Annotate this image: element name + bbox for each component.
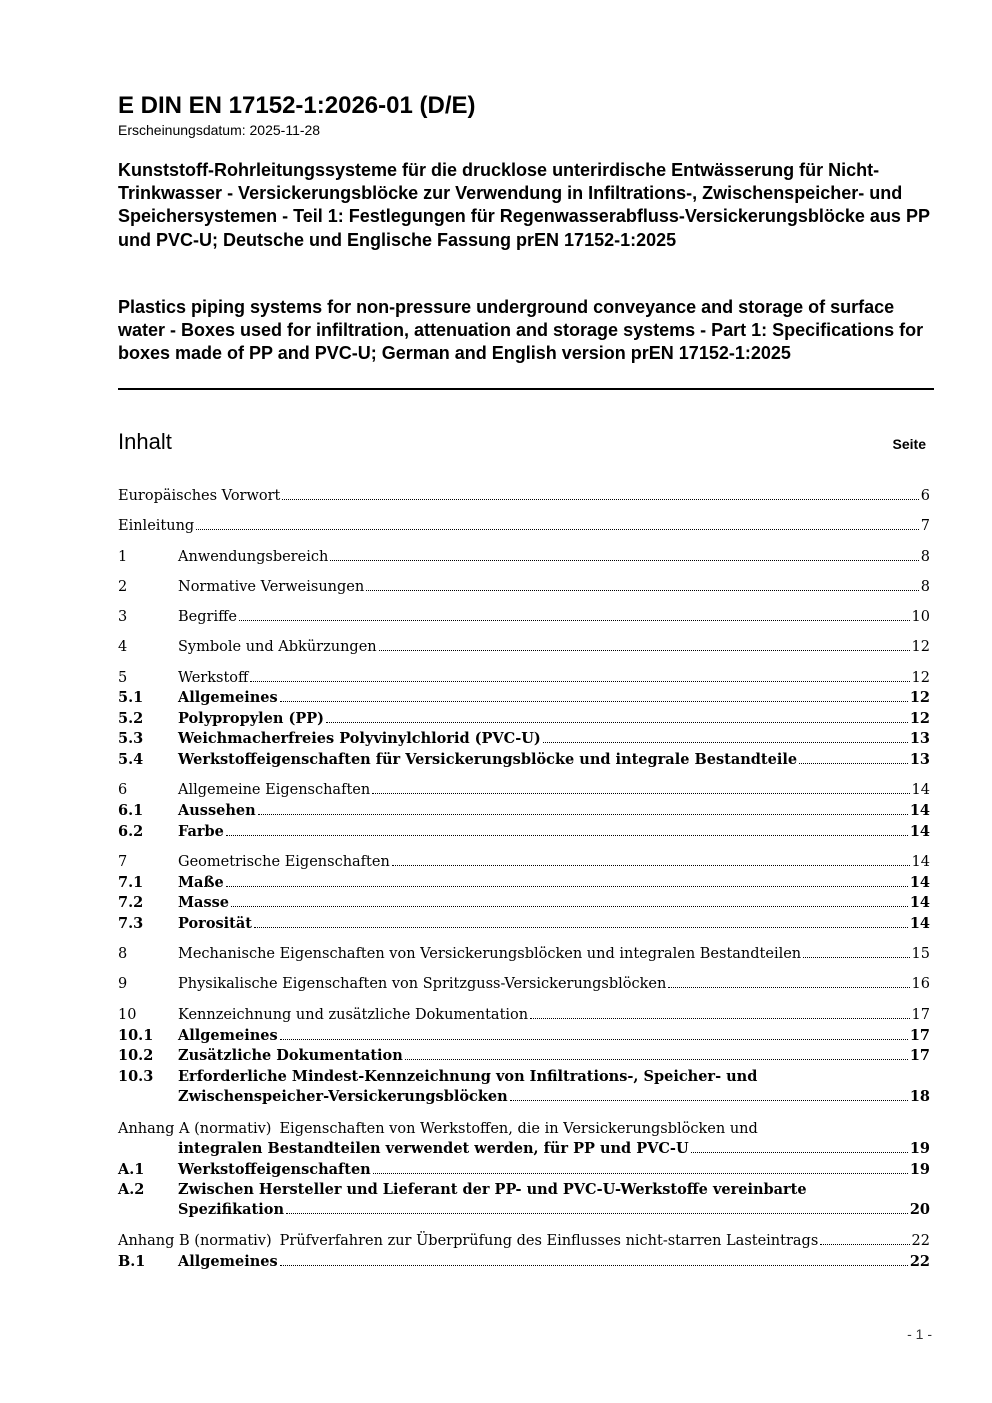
toc-entry[interactable] [118,893,930,914]
toc-dot-leader [820,1240,909,1245]
toc-entry-page: 14 [911,782,930,798]
toc-entry-page: 12 [909,689,930,706]
toc-entry-number: 10.3 [118,1068,154,1085]
toc-entry[interactable] [118,607,930,628]
toc-heading: Inhalt [118,429,172,454]
toc-entry-number: 5 [118,670,128,686]
toc-entry-title: Begriffe [178,609,237,625]
toc-dot-leader [280,697,908,702]
toc-entry[interactable] [118,852,930,873]
toc-dot-leader [326,718,908,723]
toc-entry-number: 5.3 [118,730,144,747]
toc-entry[interactable] [118,1119,930,1140]
toc-entry-number: 5.2 [118,710,144,727]
toc-entry[interactable] [118,577,930,598]
toc-entry[interactable] [118,1005,930,1026]
toc-entry-title: Aussehen [178,802,256,819]
toc-entry[interactable] [118,873,930,894]
toc-entry-title: Werkstoffeigenschaften für Versickerungsblöcke und integrale Bestandteile [178,751,798,768]
toc-page-column-heading: Seite [892,436,926,452]
table-of-contents [118,0,930,1300]
toc-dot-leader [239,616,910,621]
toc-entry-page: 13 [909,751,930,768]
page-number: - 1 - [907,1326,932,1342]
toc-entry[interactable] [118,547,930,568]
toc-entry-title: Erforderliche Mindest-Kennzeichnung von Infiltrations-, Speicher- und [178,1068,758,1085]
toc-entry-page: 12 [911,670,930,686]
toc-entry-number: Anhang A (normativ) [118,1121,272,1137]
toc-dot-leader [226,831,908,836]
toc-dot-leader [373,1169,908,1174]
toc-entry-page: 12 [909,710,930,727]
toc-dot-leader [668,983,909,988]
toc-entry-title: Porosität [178,915,252,932]
toc-entry-page: 8 [920,549,930,565]
toc-entry-number: 10.1 [118,1027,154,1044]
toc-entry[interactable] [118,637,930,658]
toc-dot-leader [392,861,910,866]
document-id: E DIN EN 17152-1:2026-01 (D/E) [118,92,476,119]
toc-dot-leader [366,586,919,591]
toc-entry-page: 14 [909,915,930,932]
toc-entry-number: 4 [118,639,128,655]
toc-entry-number: 6 [118,782,128,798]
toc-entry-title: Masse [178,894,229,911]
toc-entry[interactable] [118,1067,930,1088]
toc-entry[interactable] [118,709,930,730]
toc-entry-page: 14 [909,802,930,819]
toc-entry-title: Werkstoffeigenschaften [178,1161,371,1178]
toc-entry-number: 7 [118,854,128,870]
toc-entry-page: 10 [911,609,930,625]
toc-entry-number: 1 [118,549,128,565]
toc-entry-page: 15 [911,946,930,962]
toc-entry-title: Allgemeines [178,1253,278,1270]
toc-dot-leader [405,1055,908,1060]
toc-dot-leader [543,738,908,743]
toc-entry[interactable] [118,1046,930,1067]
toc-entry-title-continued: integralen Bestandteilen verwendet werden, für PP und PVC-U [178,1140,689,1157]
toc-entry-number: 9 [118,976,128,992]
toc-entry[interactable] [118,668,930,689]
toc-entry-page: 19 [909,1140,930,1157]
toc-entry-page: 22 [909,1253,930,1270]
toc-entry-number: 10.2 [118,1047,154,1064]
toc-dot-leader [258,810,908,815]
toc-entry-title: Mechanische Eigenschaften von Versickerungsblöcken und integralen Bestandteilen [178,946,802,962]
toc-entry[interactable] [118,974,930,995]
toc-entry[interactable] [118,1231,930,1252]
toc-entry[interactable] [118,780,930,801]
toc-dot-leader [254,923,908,928]
toc-entry-continuation[interactable] [118,1087,930,1108]
toc-entry-page: 16 [911,976,930,992]
toc-entry[interactable] [118,1026,930,1047]
toc-entry-title: Prüfverfahren zur Überprüfung des Einflusses nicht-starren Lasteintrags [279,1233,819,1249]
toc-entry-number: 7.2 [118,894,144,911]
toc-entry-title: Einleitung [118,518,195,534]
toc-dot-leader [691,1148,908,1153]
toc-entry-title: Normative Verweisungen [178,579,365,595]
toc-dot-leader [282,495,918,500]
toc-entry-page: 18 [909,1088,930,1105]
toc-entry-page: 22 [911,1233,930,1249]
toc-entry-page: 6 [920,488,930,504]
toc-entry-number: 10 [118,1007,137,1023]
toc-entry[interactable] [118,801,930,822]
toc-entry[interactable] [118,750,930,771]
toc-dot-leader [250,677,909,682]
toc-dot-leader [799,759,908,764]
toc-dot-leader [803,953,909,958]
publication-date: Erscheinungsdatum: 2025-11-28 [118,122,321,138]
toc-entry-page: 7 [920,518,930,534]
toc-entry-page: 14 [909,894,930,911]
toc-dot-leader [330,556,918,561]
toc-dot-leader [510,1096,908,1101]
toc-entry-page: 17 [909,1047,930,1064]
toc-entry-number: A.2 [118,1181,145,1198]
toc-entry-number: 5.1 [118,689,144,706]
toc-entry-number: 3 [118,609,128,625]
toc-entry-page: 17 [911,1007,930,1023]
toc-entry-title-continued: Zwischenspeicher-Versickerungsblöcken [178,1088,508,1105]
toc-entry-page: 14 [911,854,930,870]
toc-entry-title: Eigenschaften von Werkstoffen, die in Versickerungsblöcken und [279,1121,758,1137]
toc-entry-title: Zwischen Hersteller und Lieferant der PP- und PVC-U-Werkstoffe vereinbarte [178,1181,807,1198]
toc-entry-page: 8 [920,579,930,595]
toc-entry[interactable] [118,688,930,709]
toc-entry-number: B.1 [118,1253,146,1270]
toc-entry-page: 17 [909,1027,930,1044]
toc-entry-title: Allgemeines [178,689,278,706]
toc-entry-title-continued: Spezifikation [178,1201,284,1218]
toc-entry[interactable] [118,1160,930,1181]
toc-entry[interactable] [118,516,930,537]
toc-dot-leader [280,1035,908,1040]
toc-entry[interactable] [118,486,930,507]
toc-dot-leader [286,1209,908,1214]
title-german: Kunststoff-Rohrleitungssysteme für die drucklose unterirdische Entwässerung für Nicht-Trinkwasser - Versickerungsblöcke zur Verwendung in Infiltrations-, Zwischenspeicher- und Speichersystemen - Teil 1: Festlegungen für Regenwasserabfluss-Versickerungsblöcke aus PP und PVC-U; Deutsche und Englische Fassung prEN 17152-1:2025 [118,160,930,250]
toc-entry-number: 6.1 [118,802,144,819]
toc-entry-number: Anhang B (normativ) [118,1233,272,1249]
toc-entry-number: 5.4 [118,751,144,768]
toc-entry[interactable] [118,944,930,965]
toc-entry-number: 6.2 [118,823,144,840]
toc-entry-title: Symbole und Abkürzungen [178,639,377,655]
toc-entry-title: Allgemeine Eigenschaften [178,782,371,798]
toc-entry[interactable] [118,914,930,935]
toc-entry-page: 13 [909,730,930,747]
toc-entry-number: 7.1 [118,874,144,891]
toc-entry[interactable] [118,729,930,750]
toc-entry-continuation[interactable] [118,1139,930,1160]
toc-entry-title: Maße [178,874,224,891]
toc-entry-title: Zusätzliche Dokumentation [178,1047,403,1064]
toc-entry-title: Allgemeines [178,1027,278,1044]
toc-dot-leader [231,902,908,907]
toc-entry-page: 12 [911,639,930,655]
toc-dot-leader [196,525,919,530]
toc-entry-page: 19 [909,1161,930,1178]
title-english: Plastics piping systems for non-pressure underground conveyance and storage of surface water - Boxes used for infiltration, attenuation and storage systems - Part 1: Specifications for boxes made of PP and PVC-U; German and English version prEN 17152-1:2025 [118,297,924,364]
toc-entry-continuation[interactable] [118,1200,930,1221]
toc-entry-number: 7.3 [118,915,144,932]
toc-entry-title: Geometrische Eigenschaften [178,854,390,870]
toc-entry-page: 20 [909,1201,930,1218]
toc-dot-leader [379,646,910,651]
toc-dot-leader [372,789,909,794]
toc-dot-leader [280,1261,908,1266]
toc-entry-title: Werkstoff [178,670,249,686]
toc-entry-page: 14 [909,874,930,891]
toc-entry-title: Europäisches Vorwort [118,488,281,504]
toc-entry-page: 14 [909,823,930,840]
toc-entry[interactable] [118,1252,930,1273]
toc-entry-number: 8 [118,946,128,962]
toc-entry-number: A.1 [118,1161,145,1178]
toc-entry-title: Weichmacherfreies Polyvinylchlorid (PVC-U) [178,730,541,747]
toc-entry[interactable] [118,1180,930,1201]
toc-dot-leader [226,882,908,887]
toc-entry-title: Polypropylen (PP) [178,710,324,727]
toc-entry-title: Kennzeichnung und zusätzliche Dokumentation [178,1007,529,1023]
toc-dot-leader [530,1014,909,1019]
toc-entry-number: 2 [118,579,128,595]
toc-entry-title: Farbe [178,823,224,840]
toc-entry-title: Anwendungsbereich [178,549,329,565]
toc-entry-title: Physikalische Eigenschaften von Spritzguss-Versickerungsblöcken [178,976,667,992]
toc-entry[interactable] [118,822,930,843]
